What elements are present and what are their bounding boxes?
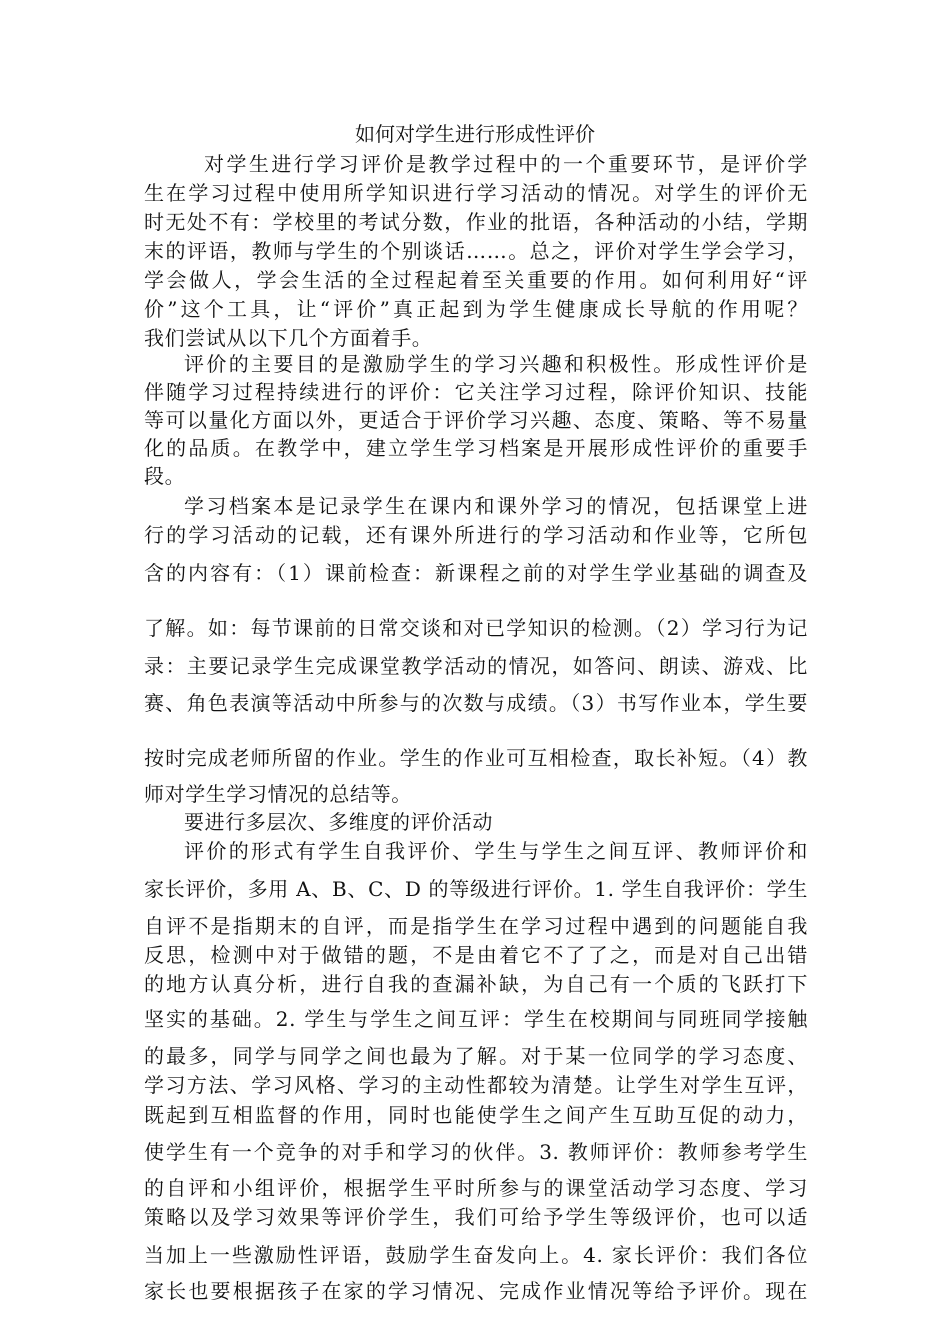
paragraph-line: 坚实的基础。2. 学生与学生之间互评：学生在校期间与同班同学接触 (144, 1007, 808, 1031)
section-heading: 要进行多层次、多维度的评价活动 (184, 810, 493, 834)
paragraph-line: 评价的主要目的是激励学生的学习兴趣和积极性。形成性评价是 (184, 352, 808, 376)
paragraph-line: 的地方认真分析，进行自我的查漏补缺，为自己有一个质的飞跃打下 (144, 972, 808, 996)
paragraph-line: 含的内容有：（1）课前检查：新课程之前的对学生学业基础的调查及 (144, 561, 808, 585)
paragraph-line: 反思，检测中对于做错的题，不是由着它不了了之，而是对自己出错 (144, 943, 808, 967)
paragraph-line: 学会做人，学会生活的全过程起着至关重要的作用。如何利用好“评 (144, 268, 808, 292)
paragraph-line: 时无处不有：学校里的考试分数，作业的批语，各种活动的小结，学期 (144, 210, 808, 234)
paragraph-line: 赛、角色表演等活动中所参与的次数与成绩。（3）书写作业本，学生要 (144, 691, 808, 715)
paragraph-line: 当加上一些激励性评语，鼓励学生奋发向上。4. 家长评价：我们各位 (144, 1243, 808, 1267)
paragraph-line: 价”这个工具，让“评价”真正起到为学生健康成长导航的作用呢？ (144, 297, 808, 321)
paragraph-line: 伴随学习过程持续进行的评价：它关注学习过程，除评价知识、技能 (144, 380, 808, 404)
document-title: 如何对学生进行形成性评价 (355, 122, 595, 146)
paragraph-line: 学习档案本是记录学生在课内和课外学习的情况，包括课堂上进 (184, 494, 808, 518)
paragraph-line: 家长也要根据孩子在家的学习情况、完成作业情况等给予评价。现在 (144, 1279, 808, 1303)
paragraph-line: 按时完成老师所留的作业。学生的作业可互相检查，取长补短。（4）教 (144, 746, 808, 770)
paragraph-line: 评价的形式有学生自我评价、学生与学生之间互评、教师评价和 (184, 839, 808, 863)
paragraph-line: 家长评价，多用 A、B、C、D 的等级进行评价。1. 学生自我评价：学生 (144, 877, 808, 901)
paragraph-line: 段。 (144, 464, 186, 488)
paragraph-line: 师对学生学习情况的总结等。 (144, 782, 412, 806)
paragraph-line: 我们尝试从以下几个方面着手。 (144, 326, 433, 350)
paragraph-line: 策略以及学习效果等评价学生，我们可给予学生等级评价，也可以适 (144, 1205, 808, 1229)
paragraph-line: 录：主要记录学生完成课堂教学活动的情况，如答问、朗读、游戏、比 (144, 654, 808, 678)
paragraph-line: 末的评语，教师与学生的个别谈话……。总之，评价对学生学会学习， (144, 239, 808, 263)
paragraph-line: 既起到互相监督的作用，同时也能使学生之间产生互助互促的动力， (144, 1103, 808, 1127)
paragraph-line: 行的学习活动的记载，还有课外所进行的学习活动和作业等，它所包 (144, 523, 808, 547)
paragraph-line: 使学生有一个竞争的对手和学习的伙伴。3. 教师评价：教师参考学生 (144, 1140, 808, 1164)
paragraph-line: 学习方法、学习风格、学习的主动性都较为清楚。让学生对学生互评， (144, 1073, 808, 1097)
paragraph-line: 了解。如：每节课前的日常交谈和对已学知识的检测。（2）学习行为记 (144, 616, 808, 640)
paragraph-line: 等可以量化方面以外，更适合于评价学习兴趣、态度、策略、等不易量 (144, 408, 808, 432)
paragraph-line: 化的品质。在教学中，建立学生学习档案是开展形成性评价的重要手 (144, 436, 808, 460)
paragraph-line: 生在学习过程中使用所学知识进行学习活动的情况。对学生的评价无 (144, 181, 808, 205)
paragraph-line: 自评不是指期末的自评，而是指学生在学习过程中遇到的问题能自我 (144, 914, 808, 938)
paragraph-line: 的最多，同学与同学之间也最为了解。对于某一位同学的学习态度、 (144, 1044, 808, 1068)
paragraph-line: 的自评和小组评价，根据学生平时所参与的课堂活动学习态度、学习 (144, 1176, 808, 1200)
paragraph-line: 对学生进行学习评价是教学过程中的一个重要环节，是评价学 (204, 152, 808, 176)
